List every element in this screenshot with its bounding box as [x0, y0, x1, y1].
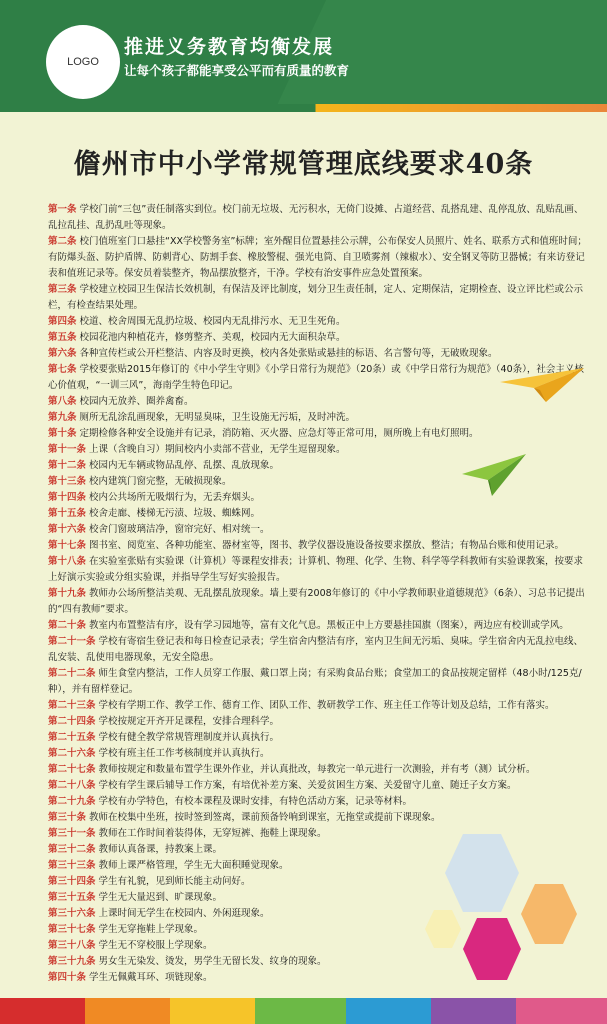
rule-number: 第一条	[48, 204, 77, 215]
rule-item	[48, 762, 588, 778]
rule-text: 定期检修各种安全设施并有记录，消防箱、灭火器、应急灯等正常可用，厕所晚上有电灯照明。	[79, 428, 479, 439]
rule-text: 学校有办学特色，有校本课程及课时安排，有特色活动方案，记录等材料。	[98, 796, 413, 807]
rule-number: 第二十三条	[48, 700, 96, 711]
rule-text: 学生无大量迟到、旷课现象。	[98, 892, 223, 903]
rule-item	[48, 634, 588, 666]
rule-text: 学校有健全教学常规管理制度并认真执行。	[98, 732, 280, 743]
blue-hexagon-icon	[445, 834, 519, 912]
rule-text: 教师在工作时间着装得体，无穿短裤、拖鞋上课现象。	[98, 828, 327, 839]
rule-text: 男女生无染发、烫发，男学生无留长发、纹身的现象。	[98, 956, 327, 967]
rule-item	[48, 618, 588, 634]
rule-number: 第六条	[48, 348, 77, 359]
slogan-sub: 让每个孩子都能享受公平而有质量的教育	[124, 63, 350, 78]
rule-number: 第二十四条	[48, 716, 96, 727]
rule-text: 上课时间无学生在校园内、外闲逛现象。	[98, 908, 270, 919]
slogan-main: 推进义务教育均衡发展	[124, 36, 335, 58]
rule-item	[48, 202, 588, 234]
rule-number: 第二十七条	[48, 764, 96, 775]
rule-text: 在实验室张贴有实验课（计算机）等课程安排表；计算机、物理、化学、生物、科学等学科教师有实验课教案，按要求上好演示实验或分组实验课，并指导学生写好实验报告。	[48, 556, 584, 583]
rule-text: 学生无不穿校服上学现象。	[98, 940, 213, 951]
rule-number: 第二十一条	[48, 636, 96, 647]
rule-item	[48, 426, 588, 442]
rule-text: 学校门前“三包”责任制落实到位。校门前无垃圾、无污积水，无倚门设摊、占道经营、乱搭乱建、乱停乱放、乱贴乱画、乱拉乱挂、乱扔乱吐等现象。	[48, 204, 584, 231]
rule-text: 学校有学期工作、教学工作、德育工作、团队工作、教研教学工作、班主任工作等计划及总结，工作有落实。	[98, 700, 555, 711]
rule-item	[48, 810, 588, 826]
footer-stripe	[0, 998, 607, 1024]
rule-item	[48, 778, 588, 794]
rule-text: 校道、校舍周围无乱扔垃圾、校园内无乱排污水、无卫生死角。	[79, 316, 346, 327]
rule-text: 厕所无乱涂乱画现象，无明显臭味，卫生设施无污垢，及时冲洗。	[79, 412, 356, 423]
rule-number: 第三十六条	[48, 908, 96, 919]
rule-text: 校内公共场所无吸烟行为，无丢弃烟头。	[89, 492, 261, 503]
rule-text: 师生食堂内整洁，工作人员穿工作服、戴口罩上岗；有采购食品台账；食堂加工的食品按规定留样（48小时/125克/种），并有留样登记。	[48, 668, 582, 695]
rule-number: 第二十六条	[48, 748, 96, 759]
header-banner	[0, 0, 607, 112]
rule-number: 第三十七条	[48, 924, 96, 935]
rule-number: 第二条	[48, 236, 77, 247]
rule-item	[48, 330, 588, 346]
rule-text: 教室内布置整洁有序，设有学习园地等，富有文化气息。黑板正中上方要悬挂国旗（图案），两边应有校训或学风。	[89, 620, 569, 631]
rule-text: 校门值班室门口悬挂“XX学校警务室”标牌；室外醒目位置悬挂公示牌，公布保安人员照片、姓名、联系方式和值班时间；有防爆头盔、防护盾牌、防刺背心、防割手套、橡胶警棍、强光电筒、自卫喷雾剂（辣椒水）、安全钢叉等防卫器械；有来访登记表和值班记录等。保安员着装整齐，物品摆放整齐，干净。学校有治安事件应急处置预案。	[48, 236, 587, 279]
rule-item	[48, 410, 588, 426]
magenta-hexagon-icon	[463, 918, 521, 980]
logo: LOGO	[46, 25, 120, 99]
green-paper-plane-icon	[462, 454, 526, 496]
rule-number: 第十一条	[48, 444, 87, 455]
rule-item	[48, 506, 588, 522]
rule-item	[48, 666, 588, 698]
rule-number: 第十六条	[48, 524, 87, 535]
rule-item	[48, 714, 588, 730]
rule-number: 第二十九条	[48, 796, 96, 807]
rule-text: 学生无佩戴耳环、项链现象。	[89, 972, 213, 983]
rule-text: 学校有班主任工作考核制度并认真执行。	[98, 748, 270, 759]
rule-text: 教师在校集中坐班，按时签到签离，课前预备铃响到课室，无拖堂或提前下课现象。	[89, 812, 441, 823]
rule-number: 第三条	[48, 284, 77, 295]
rule-number: 第九条	[48, 412, 77, 423]
rule-text: 校园内无车辆或物品乱停、乱摆、乱放现象。	[89, 460, 280, 471]
rule-number: 第二十五条	[48, 732, 96, 743]
rule-number: 第十七条	[48, 540, 87, 551]
rule-number: 第五条	[48, 332, 77, 343]
rule-text: 校舍走廊、楼梯无污渍、垃圾、蜘蛛网。	[89, 508, 261, 519]
rule-text: 教师认真备课，持教案上课。	[98, 844, 223, 855]
rule-text: 教师办公场所整洁美观、无乱摆乱放现象。墙上要有2008年修订的《中小学教师职业道德规范》（6条）、习总书记提出的“四有教师”要求。	[48, 588, 585, 615]
rule-text: 校园内无放养、圈养禽畜。	[79, 396, 194, 407]
rule-item	[48, 282, 588, 314]
rule-item	[48, 586, 588, 618]
page-title: 儋州市中小学常规管理底线要求40条	[73, 149, 534, 180]
rule-number: 第十九条	[48, 588, 87, 599]
rule-text: 校舍门窗玻璃洁净，窗帘完好、相对统一。	[89, 524, 270, 535]
rule-item	[48, 538, 588, 554]
rule-item	[48, 554, 588, 586]
banner-stripe	[0, 104, 607, 112]
rule-number: 第二十条	[48, 620, 87, 631]
rule-text: 学校有寄宿生登记表和每日检查记录表；学生宿舍内整洁有序，室内卫生间无污垢、臭味。学生宿舍内无乱拉电线、乱安装、乱使用电器现象，无安全隐患。	[48, 636, 584, 663]
rule-number: 第三十二条	[48, 844, 96, 855]
rule-item	[48, 698, 588, 714]
rule-text: 图书室、阅览室、各种功能室、器材室等，图书、教学仪器设施设备按要求摆放、整洁；有物品台账和使用记录。	[89, 540, 565, 551]
rule-number: 第三十条	[48, 812, 87, 823]
rule-number: 第四条	[48, 316, 77, 327]
rule-item	[48, 234, 588, 282]
rule-text: 上课（含晚自习）期间校内小卖部不营业，无学生逗留现象。	[89, 444, 346, 455]
rule-number: 第二十二条	[48, 668, 96, 679]
rule-number: 第八条	[48, 396, 77, 407]
rule-number: 第二十八条	[48, 780, 96, 791]
rule-number: 第三十九条	[48, 956, 96, 967]
rule-text: 学校有学生课后辅导工作方案，有培优补差方案、关爱贫困生方案、关爱留守儿童、随迁子女方案。	[98, 780, 517, 791]
rule-number: 第十三条	[48, 476, 87, 487]
rule-item	[48, 522, 588, 538]
rule-text: 学校建立校园卫生保洁长效机制，有保洁及评比制度，划分卫生责任制，定人、定期保洁，定期检查、设立评比栏或公示栏，有检查结果处理。	[48, 284, 584, 311]
rule-number: 第三十八条	[48, 940, 96, 951]
rule-number: 第十二条	[48, 460, 87, 471]
rule-text: 教师按规定和数量布置学生课外作业，并认真批改，每教完一单元进行一次测验，并有考（测）试分析。	[98, 764, 536, 775]
rule-number: 第三十一条	[48, 828, 96, 839]
rule-number: 第十五条	[48, 508, 87, 519]
rule-item	[48, 346, 588, 362]
rule-number: 第十条	[48, 428, 77, 439]
rule-text: 学生有礼貌，见到师长能主动问好。	[98, 876, 251, 887]
rule-number: 第三十五条	[48, 892, 96, 903]
rule-number: 第三十四条	[48, 876, 96, 887]
hexagon-decoration	[425, 834, 585, 984]
rule-number: 第三十三条	[48, 860, 96, 871]
rule-text: 学校要张贴2015年修订的《中小学生守则》《小学日常行为规范》（20条）或《中学日常行为规范》（40条），社会主义核心价值观，“一训三风”，海南学生特色印记。	[48, 364, 584, 391]
rule-number: 第十四条	[48, 492, 87, 503]
rule-number: 第十八条	[48, 556, 87, 567]
rule-text: 教师上课严格管理，学生无大面积睡觉现象。	[98, 860, 289, 871]
yellow-hexagon-icon	[425, 910, 461, 948]
rule-item	[48, 730, 588, 746]
rule-text: 学生无穿拖鞋上学现象。	[98, 924, 204, 935]
rule-number: 第四十条	[48, 972, 87, 983]
rule-text: 校园花池内种植花卉，修剪整齐、美观，校园内无大面积杂草。	[79, 332, 346, 343]
rule-text: 学校按规定开齐开足课程，安排合理科学。	[98, 716, 280, 727]
orange-hexagon-icon	[521, 884, 577, 944]
rule-text: 校内建筑门窗完整，无破损现象。	[89, 476, 232, 487]
rule-text: 各种宣传栏或公开栏整洁、内容及时更换，校内各处张贴或悬挂的标语、名言警句等，无破败现象。	[79, 348, 498, 359]
rule-number: 第七条	[48, 364, 77, 375]
rule-item	[48, 314, 588, 330]
yellow-paper-plane-icon	[500, 368, 584, 402]
rule-item	[48, 746, 588, 762]
rule-item	[48, 794, 588, 810]
